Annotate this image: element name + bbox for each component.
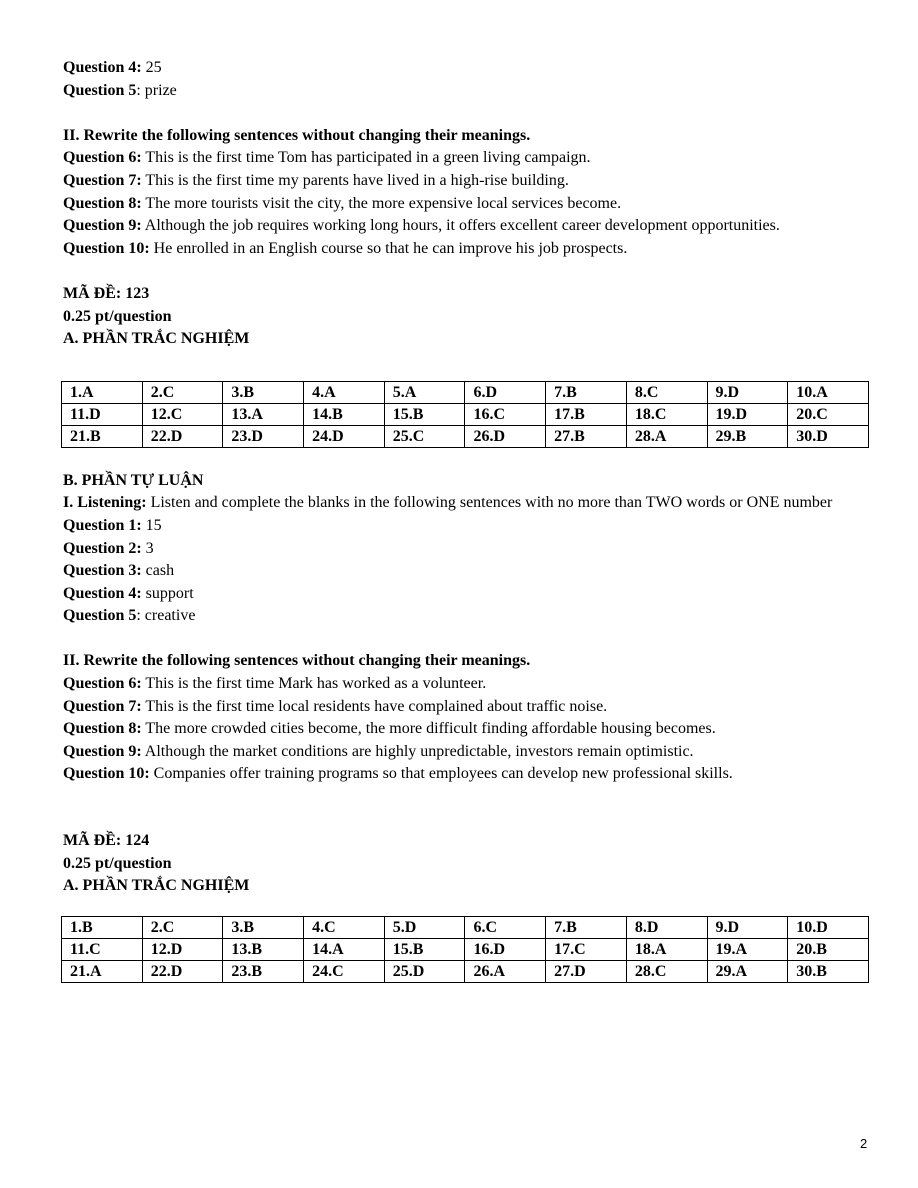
listening-q1: [63, 515, 873, 538]
question-label: Question 3:: [63, 562, 142, 580]
section-a-heading: A. PHẦN TRẮC NGHIỆM: [63, 877, 250, 895]
table-cell: 16.C: [465, 403, 546, 425]
table-cell: 26.D: [465, 425, 546, 447]
table-cell: 25.D: [384, 960, 465, 982]
rewrite-q6: [63, 147, 873, 170]
table-cell: 19.A: [707, 938, 788, 960]
question-label: Question 6:: [63, 675, 142, 693]
answer-text: This is the first time Mark has worked as a volunteer.: [141, 675, 487, 693]
rewrite-q6: [63, 673, 873, 696]
rewrite-q8: [63, 193, 873, 216]
question-label: Question 6:: [63, 149, 142, 167]
table-cell: 5.A: [384, 381, 465, 403]
table-cell: 11.C: [62, 938, 143, 960]
table-row: [62, 960, 869, 982]
table-cell: 21.A: [62, 960, 143, 982]
table-cell: 4.C: [304, 916, 385, 938]
answer-text: This is the first time local residents have complained about traffic noise.: [141, 697, 608, 715]
table-cell: 14.B: [304, 403, 385, 425]
table-cell: 18.C: [626, 403, 707, 425]
answer-text: Companies offer training programs so that employees can develop new professional skills.: [149, 765, 733, 783]
question-label: Question 8:: [63, 194, 142, 212]
answer-line-q5: [63, 80, 873, 103]
table-cell: 13.B: [223, 938, 304, 960]
answer-text: Although the job requires working long hours, it offers excellent career development opportunities.: [141, 217, 780, 235]
table-cell: 24.D: [304, 425, 385, 447]
table-cell: 23.B: [223, 960, 304, 982]
question-label: Question 1:: [63, 516, 142, 534]
answer-text: 3: [141, 539, 154, 557]
exam-code-title: MÃ ĐỀ: 123: [63, 284, 150, 302]
question-label: Question 9:: [63, 742, 142, 760]
question-label: Question 4:: [63, 584, 142, 602]
listening-q2: [63, 538, 873, 561]
table-cell: 8.C: [626, 381, 707, 403]
table-cell: 29.B: [707, 425, 788, 447]
table-cell: 17.C: [546, 938, 627, 960]
table-cell: 27.B: [546, 425, 627, 447]
table-cell: 6.D: [465, 381, 546, 403]
answer-table-123: [61, 381, 869, 448]
table-cell: 11.D: [62, 403, 143, 425]
rewrite-q7: [63, 696, 873, 719]
table-cell: 5.D: [384, 916, 465, 938]
table-row: [62, 425, 869, 447]
answer-text: support: [141, 584, 194, 602]
listening-label: I. Listening:: [63, 494, 147, 512]
table-cell: 15.B: [384, 938, 465, 960]
table-cell: 6.C: [465, 916, 546, 938]
table-cell: 16.D: [465, 938, 546, 960]
answer-text: Although the market conditions are highly unpredictable, investors remain optimistic.: [141, 742, 694, 760]
table-cell: 19.D: [707, 403, 788, 425]
question-label: Question 8:: [63, 720, 142, 738]
table-cell: 18.A: [626, 938, 707, 960]
rewrite-q8: [63, 718, 873, 741]
answer-table-124: [61, 916, 869, 983]
table-cell: 30.B: [788, 960, 869, 982]
table-cell: 21.B: [62, 425, 143, 447]
table-cell: 20.C: [788, 403, 869, 425]
question-label: Question 10:: [63, 239, 150, 257]
table-row: [62, 938, 869, 960]
table-cell: 1.B: [62, 916, 143, 938]
answer-text: This is the first time my parents have lived in a high-rise building.: [141, 171, 569, 189]
points-note: 0.25 pt/question: [63, 854, 172, 872]
table-cell: 12.D: [142, 938, 223, 960]
table-cell: 28.A: [626, 425, 707, 447]
answer-text: The more crowded cities become, the more difficult finding affordable housing becomes.: [141, 720, 716, 738]
table-cell: 7.B: [546, 916, 627, 938]
listening-q4: [63, 583, 873, 606]
table-cell: 27.D: [546, 960, 627, 982]
answer-text: 15: [141, 516, 162, 534]
question-label: Question 9:: [63, 217, 142, 235]
answer-text: : prize: [136, 81, 177, 99]
points-note: 0.25 pt/question: [63, 307, 172, 325]
question-label: Question 7:: [63, 171, 142, 189]
page-number: 2: [860, 1136, 868, 1151]
question-label: Question 5: [63, 607, 137, 625]
table-cell: 10.A: [788, 381, 869, 403]
table-cell: 20.B: [788, 938, 869, 960]
table-cell: 22.D: [142, 960, 223, 982]
exam-code-title: MÃ ĐỀ: 124: [63, 832, 150, 850]
rewrite-q10: [63, 763, 833, 786]
answer-text: : creative: [136, 607, 196, 625]
question-label: Question 10:: [63, 765, 150, 783]
table-cell: 26.A: [465, 960, 546, 982]
table-cell: 4.A: [304, 381, 385, 403]
table-row: [62, 403, 869, 425]
table-cell: 15.B: [384, 403, 465, 425]
section-a-heading: A. PHẦN TRẮC NGHIỆM: [63, 330, 250, 348]
question-label: Question 4:: [63, 59, 142, 76]
listening-text: Listen and complete the blanks in the following sentences with no more than TWO words or ONE number: [146, 494, 833, 512]
table-cell: 9.D: [707, 916, 788, 938]
table-cell: 3.B: [223, 916, 304, 938]
question-label: Question 2:: [63, 539, 142, 557]
table-cell: 30.D: [788, 425, 869, 447]
table-cell: 28.C: [626, 960, 707, 982]
rewrite-heading: II. Rewrite the following sentences without changing their meanings.: [63, 652, 531, 670]
answer-text: He enrolled in an English course so that he can improve his job prospects.: [149, 239, 628, 257]
document-page: [63, 57, 873, 983]
rewrite-q9: [63, 741, 873, 764]
question-label: Question 5: [63, 81, 137, 99]
answer-line-q4: [63, 57, 873, 80]
listening-instructions: [63, 492, 873, 515]
answer-text: 25: [141, 59, 162, 76]
table-cell: 7.B: [546, 381, 627, 403]
table-cell: 17.B: [546, 403, 627, 425]
table-row: [62, 381, 869, 403]
table-cell: 2.C: [142, 381, 223, 403]
rewrite-q7: [63, 170, 873, 193]
rewrite-heading: II. Rewrite the following sentences without changing their meanings.: [63, 126, 531, 144]
table-cell: 1.A: [62, 381, 143, 403]
answer-text: The more tourists visit the city, the more expensive local services become.: [141, 194, 622, 212]
table-cell: 13.A: [223, 403, 304, 425]
table-cell: 8.D: [626, 916, 707, 938]
table-cell: 22.D: [142, 425, 223, 447]
table-cell: 23.D: [223, 425, 304, 447]
listening-q5: [63, 605, 873, 628]
table-cell: 10.D: [788, 916, 869, 938]
rewrite-q9: [63, 215, 833, 238]
answer-text: This is the first time Tom has participated in a green living campaign.: [141, 149, 591, 167]
question-label: Question 7:: [63, 697, 142, 715]
listening-q3: [63, 560, 873, 583]
table-cell: 25.C: [384, 425, 465, 447]
rewrite-q10: [63, 238, 873, 261]
answer-text: cash: [141, 562, 175, 580]
table-cell: 29.A: [707, 960, 788, 982]
table-cell: 14.A: [304, 938, 385, 960]
table-cell: 12.C: [142, 403, 223, 425]
section-b-heading: B. PHẦN TỰ LUẬN: [63, 471, 204, 489]
table-cell: 2.C: [142, 916, 223, 938]
table-row: [62, 916, 869, 938]
table-cell: 24.C: [304, 960, 385, 982]
table-cell: 9.D: [707, 381, 788, 403]
table-cell: 3.B: [223, 381, 304, 403]
